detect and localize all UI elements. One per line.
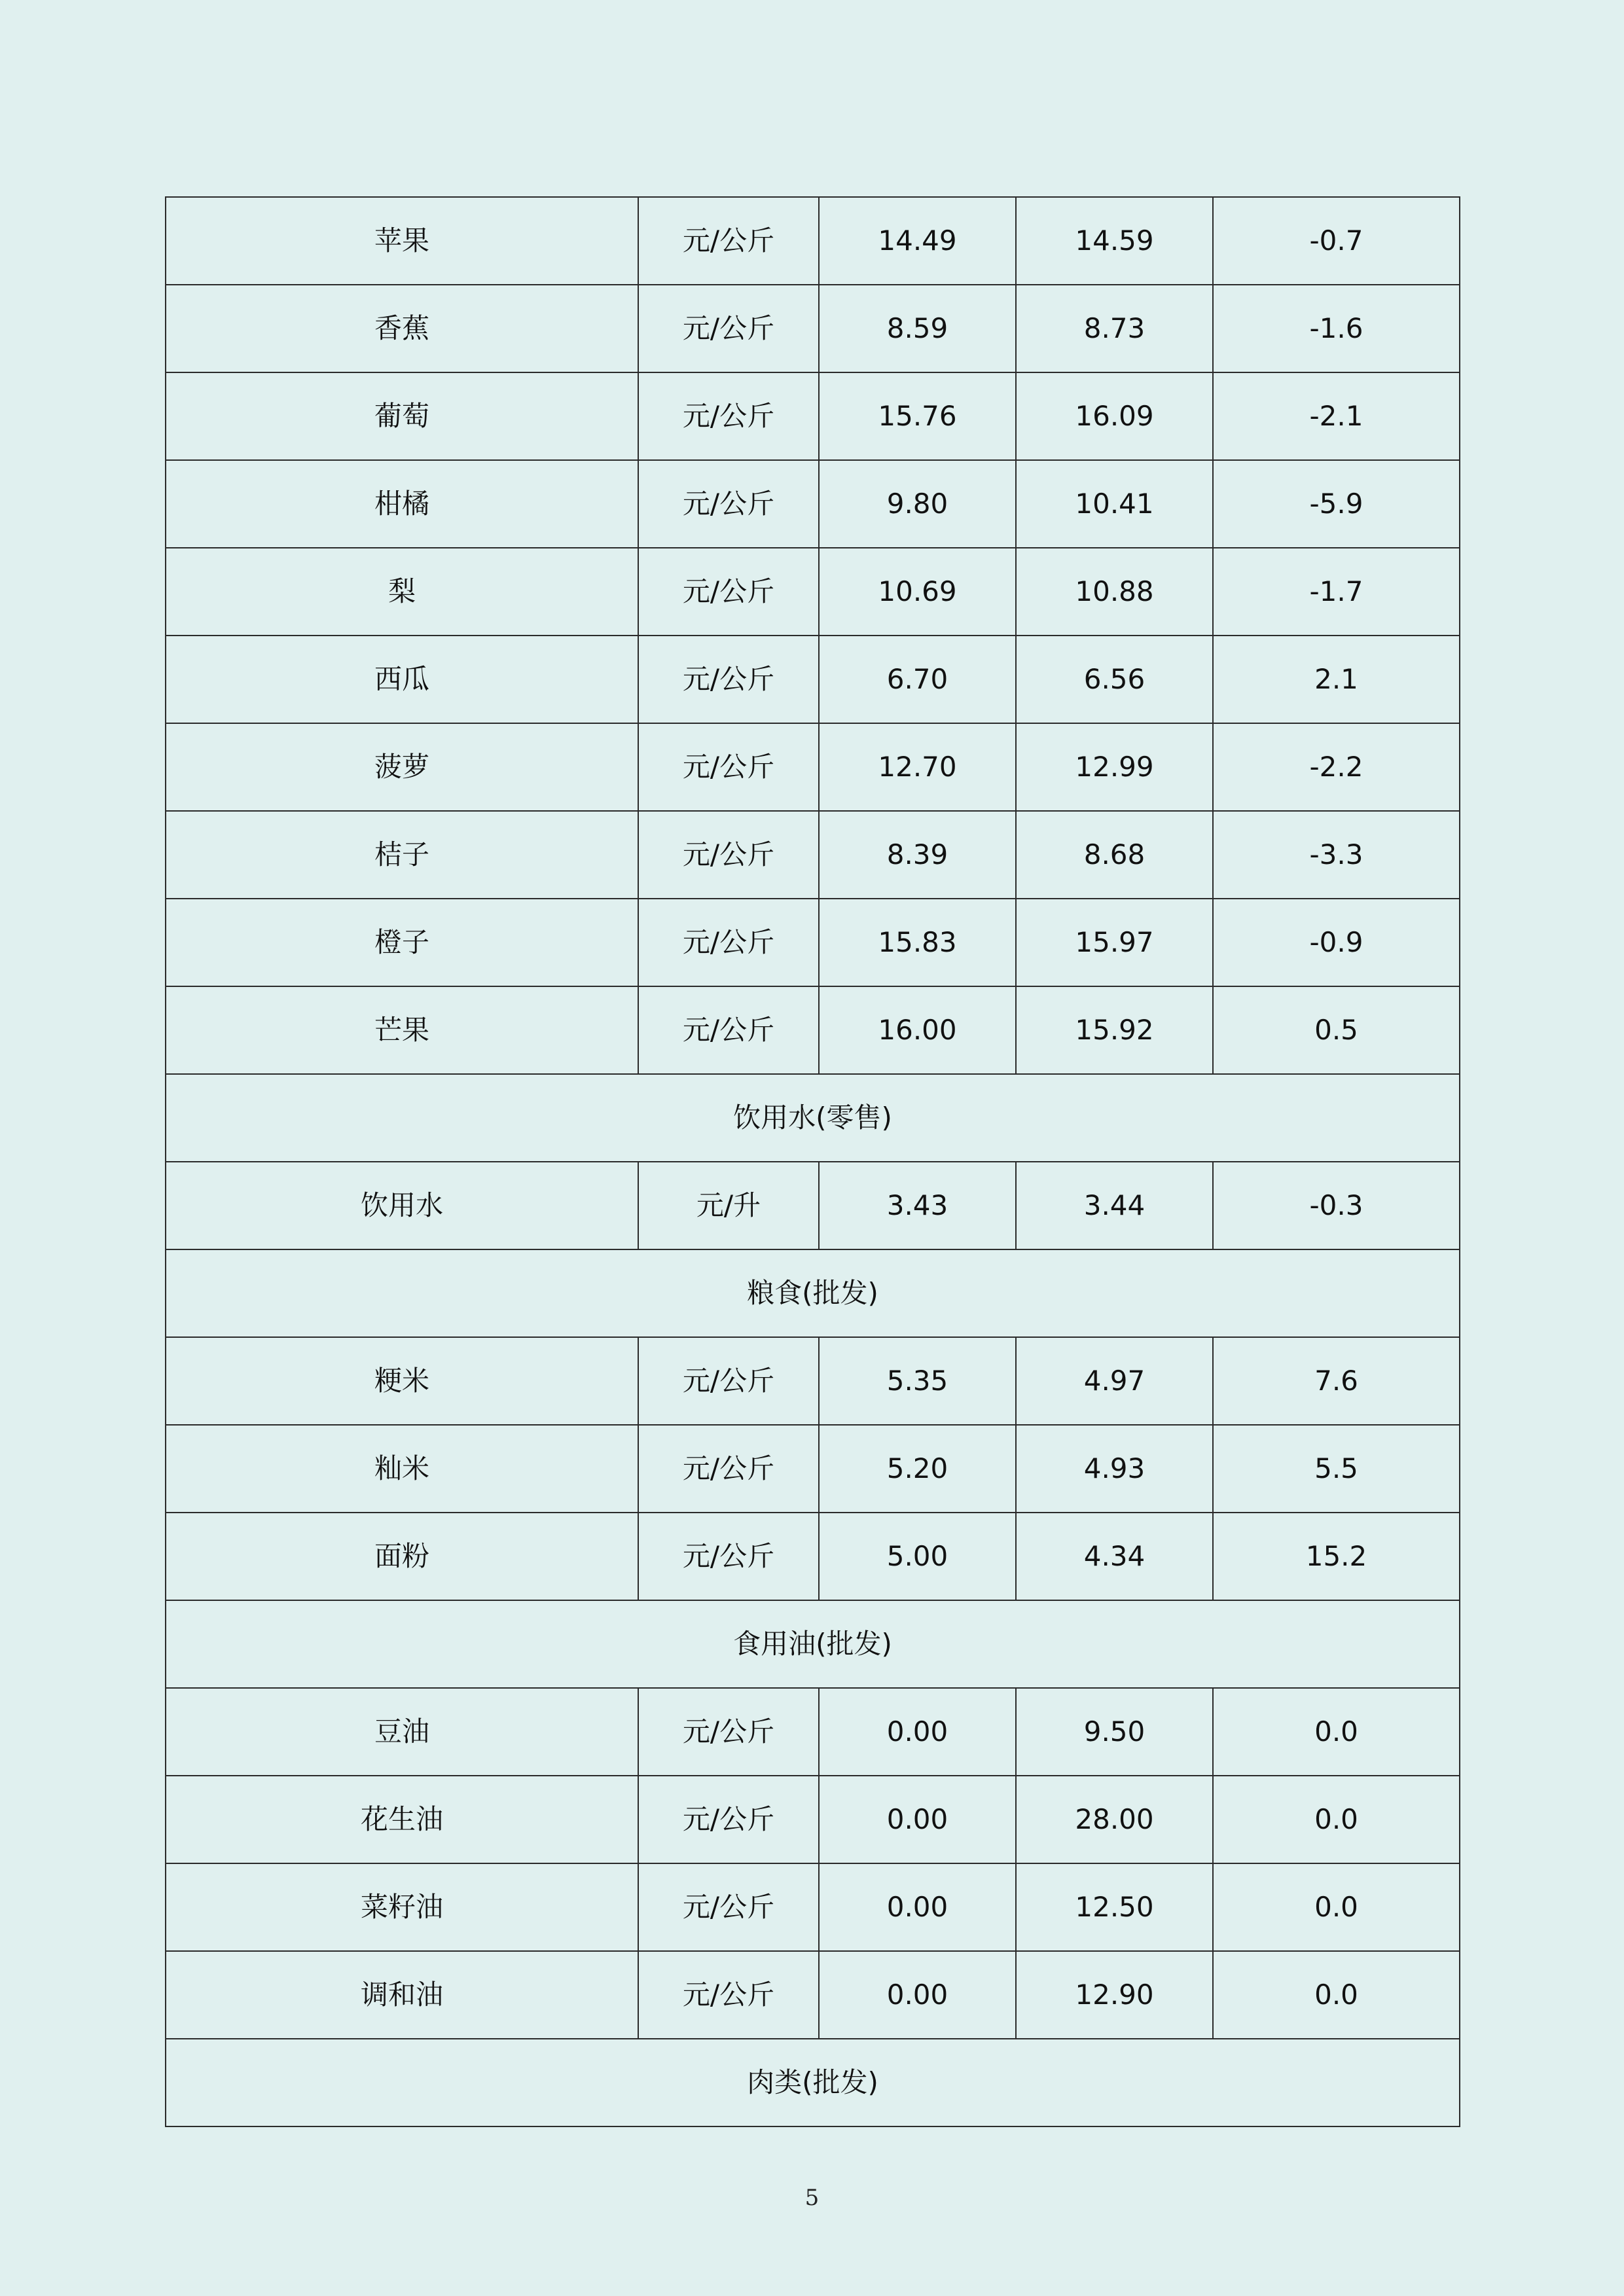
unit-cell: 元/公斤 <box>638 1688 819 1776</box>
item-name-cell: 面粉 <box>166 1513 638 1600</box>
current-price-cell: 0.00 <box>819 1688 1016 1776</box>
unit-cell: 元/升 <box>638 1162 819 1249</box>
current-price-cell: 14.49 <box>819 197 1016 285</box>
table-row <box>166 811 1460 899</box>
table-row <box>166 899 1460 986</box>
unit-cell: 元/公斤 <box>638 460 819 548</box>
current-price-cell: 0.00 <box>819 1951 1016 2039</box>
previous-price-cell: 10.41 <box>1016 460 1213 548</box>
table-row <box>166 723 1460 811</box>
current-price-cell: 5.35 <box>819 1337 1016 1425</box>
change-percent-cell: -2.2 <box>1213 723 1460 811</box>
current-price-cell: 8.39 <box>819 811 1016 899</box>
current-price-cell: 12.70 <box>819 723 1016 811</box>
item-name-cell: 芒果 <box>166 986 638 1074</box>
page-number: 5 <box>804 2185 820 2211</box>
table-row <box>166 460 1460 548</box>
section-header-row <box>166 2039 1460 2126</box>
previous-price-cell: 8.73 <box>1016 285 1213 372</box>
previous-price-cell: 3.44 <box>1016 1162 1213 1249</box>
current-price-cell: 15.83 <box>819 899 1016 986</box>
table-row <box>166 1513 1460 1600</box>
unit-cell: 元/公斤 <box>638 986 819 1074</box>
item-name-cell: 柑橘 <box>166 460 638 548</box>
table-row <box>166 285 1460 372</box>
current-price-cell: 0.00 <box>819 1776 1016 1863</box>
table-row <box>166 1863 1460 1951</box>
previous-price-cell: 8.68 <box>1016 811 1213 899</box>
previous-price-cell: 15.92 <box>1016 986 1213 1074</box>
previous-price-cell: 12.50 <box>1016 1863 1213 1951</box>
table-row <box>166 1688 1460 1776</box>
unit-cell: 元/公斤 <box>638 1951 819 2039</box>
price-table-body <box>166 197 1460 2126</box>
item-name-cell: 花生油 <box>166 1776 638 1863</box>
previous-price-cell: 4.93 <box>1016 1425 1213 1513</box>
change-percent-cell: -0.9 <box>1213 899 1460 986</box>
current-price-cell: 10.69 <box>819 548 1016 636</box>
unit-cell: 元/公斤 <box>638 1863 819 1951</box>
item-name-cell: 豆油 <box>166 1688 638 1776</box>
table-row <box>166 1425 1460 1513</box>
section-header-row <box>166 1074 1460 1162</box>
change-percent-cell: -1.6 <box>1213 285 1460 372</box>
unit-cell: 元/公斤 <box>638 1513 819 1600</box>
table-row <box>166 1337 1460 1425</box>
table-row <box>166 986 1460 1074</box>
previous-price-cell: 15.97 <box>1016 899 1213 986</box>
table-row <box>166 372 1460 460</box>
table-row <box>166 1162 1460 1249</box>
previous-price-cell: 10.88 <box>1016 548 1213 636</box>
section-title: 食用油(批发) <box>166 1600 1460 1688</box>
unit-cell: 元/公斤 <box>638 285 819 372</box>
table-row <box>166 1951 1460 2039</box>
item-name-cell: 葡萄 <box>166 372 638 460</box>
section-title: 饮用水(零售) <box>166 1074 1460 1162</box>
change-percent-cell: 2.1 <box>1213 636 1460 723</box>
unit-cell: 元/公斤 <box>638 899 819 986</box>
change-percent-cell: -0.3 <box>1213 1162 1460 1249</box>
unit-cell: 元/公斤 <box>638 548 819 636</box>
previous-price-cell: 4.34 <box>1016 1513 1213 1600</box>
change-percent-cell: 7.6 <box>1213 1337 1460 1425</box>
change-percent-cell: 0.0 <box>1213 1688 1460 1776</box>
price-table <box>165 196 1460 2127</box>
unit-cell: 元/公斤 <box>638 1337 819 1425</box>
change-percent-cell: -1.7 <box>1213 548 1460 636</box>
change-percent-cell: -5.9 <box>1213 460 1460 548</box>
item-name-cell: 西瓜 <box>166 636 638 723</box>
unit-cell: 元/公斤 <box>638 197 819 285</box>
table-row <box>166 197 1460 285</box>
previous-price-cell: 12.90 <box>1016 1951 1213 2039</box>
item-name-cell: 籼米 <box>166 1425 638 1513</box>
table-row <box>166 1776 1460 1863</box>
item-name-cell: 饮用水 <box>166 1162 638 1249</box>
table-row <box>166 548 1460 636</box>
section-header-row <box>166 1600 1460 1688</box>
current-price-cell: 0.00 <box>819 1863 1016 1951</box>
change-percent-cell: 0.0 <box>1213 1776 1460 1863</box>
change-percent-cell: 0.5 <box>1213 986 1460 1074</box>
previous-price-cell: 4.97 <box>1016 1337 1213 1425</box>
section-title: 粮食(批发) <box>166 1249 1460 1337</box>
unit-cell: 元/公斤 <box>638 1425 819 1513</box>
current-price-cell: 5.20 <box>819 1425 1016 1513</box>
previous-price-cell: 12.99 <box>1016 723 1213 811</box>
item-name-cell: 桔子 <box>166 811 638 899</box>
table-row <box>166 636 1460 723</box>
unit-cell: 元/公斤 <box>638 811 819 899</box>
section-title: 肉类(批发) <box>166 2039 1460 2126</box>
previous-price-cell: 16.09 <box>1016 372 1213 460</box>
item-name-cell: 调和油 <box>166 1951 638 2039</box>
unit-cell: 元/公斤 <box>638 636 819 723</box>
previous-price-cell: 14.59 <box>1016 197 1213 285</box>
change-percent-cell: -3.3 <box>1213 811 1460 899</box>
current-price-cell: 15.76 <box>819 372 1016 460</box>
item-name-cell: 菜籽油 <box>166 1863 638 1951</box>
item-name-cell: 橙子 <box>166 899 638 986</box>
item-name-cell: 粳米 <box>166 1337 638 1425</box>
current-price-cell: 5.00 <box>819 1513 1016 1600</box>
unit-cell: 元/公斤 <box>638 723 819 811</box>
change-percent-cell: 5.5 <box>1213 1425 1460 1513</box>
item-name-cell: 梨 <box>166 548 638 636</box>
previous-price-cell: 28.00 <box>1016 1776 1213 1863</box>
change-percent-cell: 0.0 <box>1213 1951 1460 2039</box>
current-price-cell: 6.70 <box>819 636 1016 723</box>
previous-price-cell: 6.56 <box>1016 636 1213 723</box>
unit-cell: 元/公斤 <box>638 1776 819 1863</box>
change-percent-cell: -0.7 <box>1213 197 1460 285</box>
current-price-cell: 3.43 <box>819 1162 1016 1249</box>
current-price-cell: 8.59 <box>819 285 1016 372</box>
section-header-row <box>166 1249 1460 1337</box>
item-name-cell: 菠萝 <box>166 723 638 811</box>
unit-cell: 元/公斤 <box>638 372 819 460</box>
item-name-cell: 香蕉 <box>166 285 638 372</box>
previous-price-cell: 9.50 <box>1016 1688 1213 1776</box>
item-name-cell: 苹果 <box>166 197 638 285</box>
change-percent-cell: -2.1 <box>1213 372 1460 460</box>
current-price-cell: 16.00 <box>819 986 1016 1074</box>
change-percent-cell: 0.0 <box>1213 1863 1460 1951</box>
current-price-cell: 9.80 <box>819 460 1016 548</box>
change-percent-cell: 15.2 <box>1213 1513 1460 1600</box>
